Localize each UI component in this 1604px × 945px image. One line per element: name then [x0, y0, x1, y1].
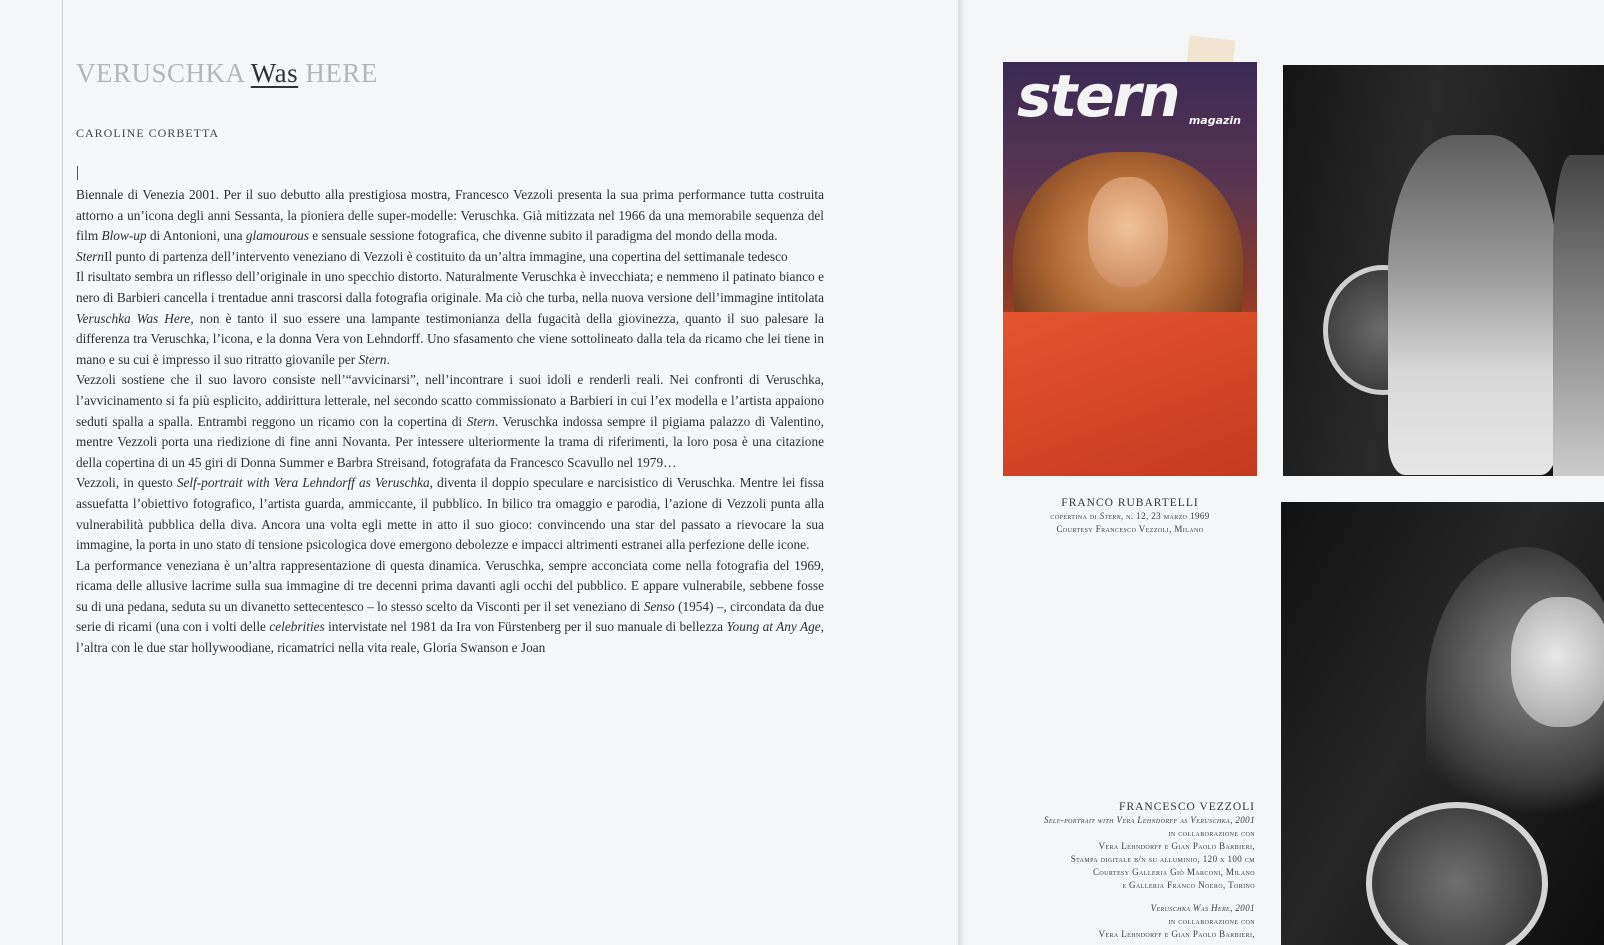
- text-run: copertina di: [1050, 511, 1100, 521]
- text-run: e sensuale sessione fotografica, che divenne subito il paradigma del mondo della moda.: [308, 228, 778, 244]
- text-run: .: [386, 351, 390, 367]
- text-run: (1954) –, circondata da due serie di ricami (una con i volti delle: [76, 598, 824, 635]
- page-margin-line: [62, 0, 63, 945]
- article-author: CAROLINE CORBETTA: [76, 126, 220, 140]
- paragraph-1: [76, 185, 824, 247]
- cover-masthead: stern: [1017, 62, 1179, 130]
- cover-masthead-sub: magazin: [1188, 114, 1241, 127]
- caption-vezzoli-line-5: Courtesy Galleria Giò Marconi, Milano: [1092, 867, 1255, 877]
- bw-photo-bottom: [1281, 502, 1604, 945]
- caption-cover-name: FRANCO RUBARTELLI: [1061, 497, 1199, 509]
- caption-vezzoli-line-3: Vera Lehndorff e Gian Paolo Barbieri,: [1098, 841, 1255, 851]
- caption-vezzoli-line-4: Stampa digitale b/n su alluminio, 120 x 100 cm: [1070, 854, 1255, 864]
- caption-vezzoli-line-2: in collaborazione con: [1168, 828, 1255, 838]
- caption-gap: [985, 892, 1255, 902]
- paragraph-2: [76, 247, 824, 268]
- text-run-italic: glamourous: [245, 228, 309, 244]
- text-run-italic: Senso: [643, 598, 675, 614]
- text-run: , diventa il doppio speculare e narcisistico di Veruschka. Mentre lei fissa assuefatta l’obiettivo fotografico, l’artista guarda, ammiccante, il pubblico. In bilico tra omaggio e parodia, l’azione di Vezzoli punta alla vulnerabilità pubblica della diva. Ancora una volta egli mette in atto il suo gioco: convincendo una star del passato a rievocare la sua immagine, la porta in uno stato di tensione psicologica dove emergono debolezze e impacci altrimenti estranei alla perfezione delle icone.: [76, 475, 824, 553]
- title-part-3: HERE: [298, 58, 378, 88]
- text-run: Il punto di partenza dell’intervento veneziano di Vezzoli è costituito da un’altra immagine, una copertina del settimanale tedesco: [104, 248, 788, 264]
- text-run-italic: celebrities: [269, 619, 325, 635]
- paragraph-4: [76, 370, 824, 473]
- text-run-italic: Veruschka Was Here: [76, 310, 191, 326]
- text-run: La performance veneziana è un’altra rappresentazione di questa dinamica. Veruschka, sempre acconciata come nella fotografia del 1969, ricama delle allusive lacrime sulla sua immagine di tre decenni prima davanti agli occhi del pubblico. E appare vulnerabile, sebbene fosse su di una pedana, seduta su un divanetto settecentesco – lo stesso scelto da Visconti per il set veneziano di: [76, 557, 824, 614]
- text-run: di Antonioni, una: [146, 228, 246, 244]
- text-run-italic: Stern: [1099, 511, 1121, 521]
- text-run: , l’altra con le due star hollywoodiane, ricamatrici nella vita reale, Gloria Swanson e Joan: [76, 619, 824, 656]
- caption-cover: [1003, 497, 1257, 536]
- text-run-italic: Young at Any Age: [726, 619, 821, 635]
- figure-shape: [1388, 135, 1558, 475]
- text-cursor: [77, 166, 78, 180]
- text-run: Il risultato sembra un riflesso dell’originale in uno specchio distorto. Naturalmente Veruschka è invecchiata; e nemmeno il patinato bianco e nero di Barbieri cancella i trentadue anni trascorsi dalla fotografia originale. Ma ciò che turba, nella nuova versione dell’immagine intitolata: [76, 269, 824, 305]
- caption-vezzoli-line-9: Vera Lehndorff e Gian Paolo Barbieri,: [1098, 929, 1255, 939]
- caption-vezzoli-line-1: Self-portrait with Vera Lehndorff as Veruschka, 2001: [1043, 815, 1255, 825]
- title-part-1: VERUSCHKA: [76, 58, 251, 88]
- text-run: intervistate nel 1981 da Ira von Fürstenberg per il suo manuale di bellezza: [324, 619, 727, 635]
- paragraph-5: [76, 473, 824, 555]
- caption-vezzoli-line-7: Veruschka Was Here, 2001: [1150, 903, 1255, 913]
- figure-shape-2: [1553, 155, 1604, 476]
- stern-cover-photo: [1003, 62, 1257, 476]
- text-run: Vezzoli sostiene che il suo lavoro consiste nell’“avvicinarsi”, nell’incontrare i suoi idoli e renderli reali. Nei confronti di Veruschka, l’avvicinamento si fa più esplicito, addirittura letterale, nel secondo scatto commissionato a Barbieri in cui l’ex modella e l’artista appaiono seduti spalla a spalla. Entrambi reggono un ricamo con la copertina di: [76, 372, 824, 429]
- text-run-italic: Self-portrait with Vera Lehndorff as Veruschka: [176, 475, 430, 491]
- article-title: [76, 58, 378, 89]
- text-run: , n. 12, 23 marzo 1969: [1120, 511, 1210, 521]
- cover-face-shape: [1088, 177, 1168, 287]
- caption-cover-line-1: [1003, 510, 1257, 523]
- caption-vezzoli-line-8: in collaborazione con: [1168, 916, 1255, 926]
- title-part-was: Was: [250, 58, 299, 88]
- caption-vezzoli-name: FRANCESCO VEZZOLI: [1119, 801, 1255, 813]
- cover-robe-shape: [1003, 312, 1257, 476]
- text-run: . Veruschka indossa sempre il pigiama palazzo di Valentino, mentre Vezzoli porta una riedizione di fine anni Novanta. Per intessere ulteriormente la trama di riferimenti, la loro posa è una citazione della copertina di un 45 giri di Donna Summer e Barbra Streisand, fotografata da Francesco Scavullo nel 1979…: [76, 413, 824, 470]
- text-run: Biennale di Venezia 2001. Per il suo debutto alla prestigiosa mostra, Francesco Vezzoli presenta la sua prima performance tutta costruita attorno a un’icona degli anni Sessanta, la pioniera delle super-modelle: Veruschka. Già mitizzata nel 1966 da una memorabile sequenza del film: [76, 187, 824, 244]
- caption-cover-line-2: Courtesy Francesco Vezzoli, Milano: [1056, 524, 1204, 534]
- paragraph-3: [76, 267, 824, 370]
- caption-vezzoli-line-6: e Galleria Franco Noero, Torino: [1122, 880, 1255, 890]
- bw-photo-top: [1283, 65, 1604, 476]
- text-run-italic: Stern: [358, 351, 387, 367]
- face-shape: [1511, 597, 1604, 727]
- paragraph-6: [76, 556, 824, 659]
- text-run-italic: Stern: [466, 413, 495, 429]
- article-body: [76, 185, 824, 659]
- caption-vezzoli: [985, 801, 1255, 941]
- text-run-italic: Blow-up: [101, 228, 147, 244]
- text-run: , non è tanto il suo essere una lampante testimonianza della fugacità della giovinezza, quanto il suo palesare la differenza tra Veruschka, l’icona, e la donna Vera von Lehndorff. Uno sfasamento che viene sottolineato dalla tela da ricamo che lei tiene in mano e su cui è impresso il suo ritratto giovanile per: [76, 310, 824, 367]
- text-run-italic: Stern: [76, 248, 105, 264]
- text-run: Vezzoli, in questo: [76, 475, 177, 491]
